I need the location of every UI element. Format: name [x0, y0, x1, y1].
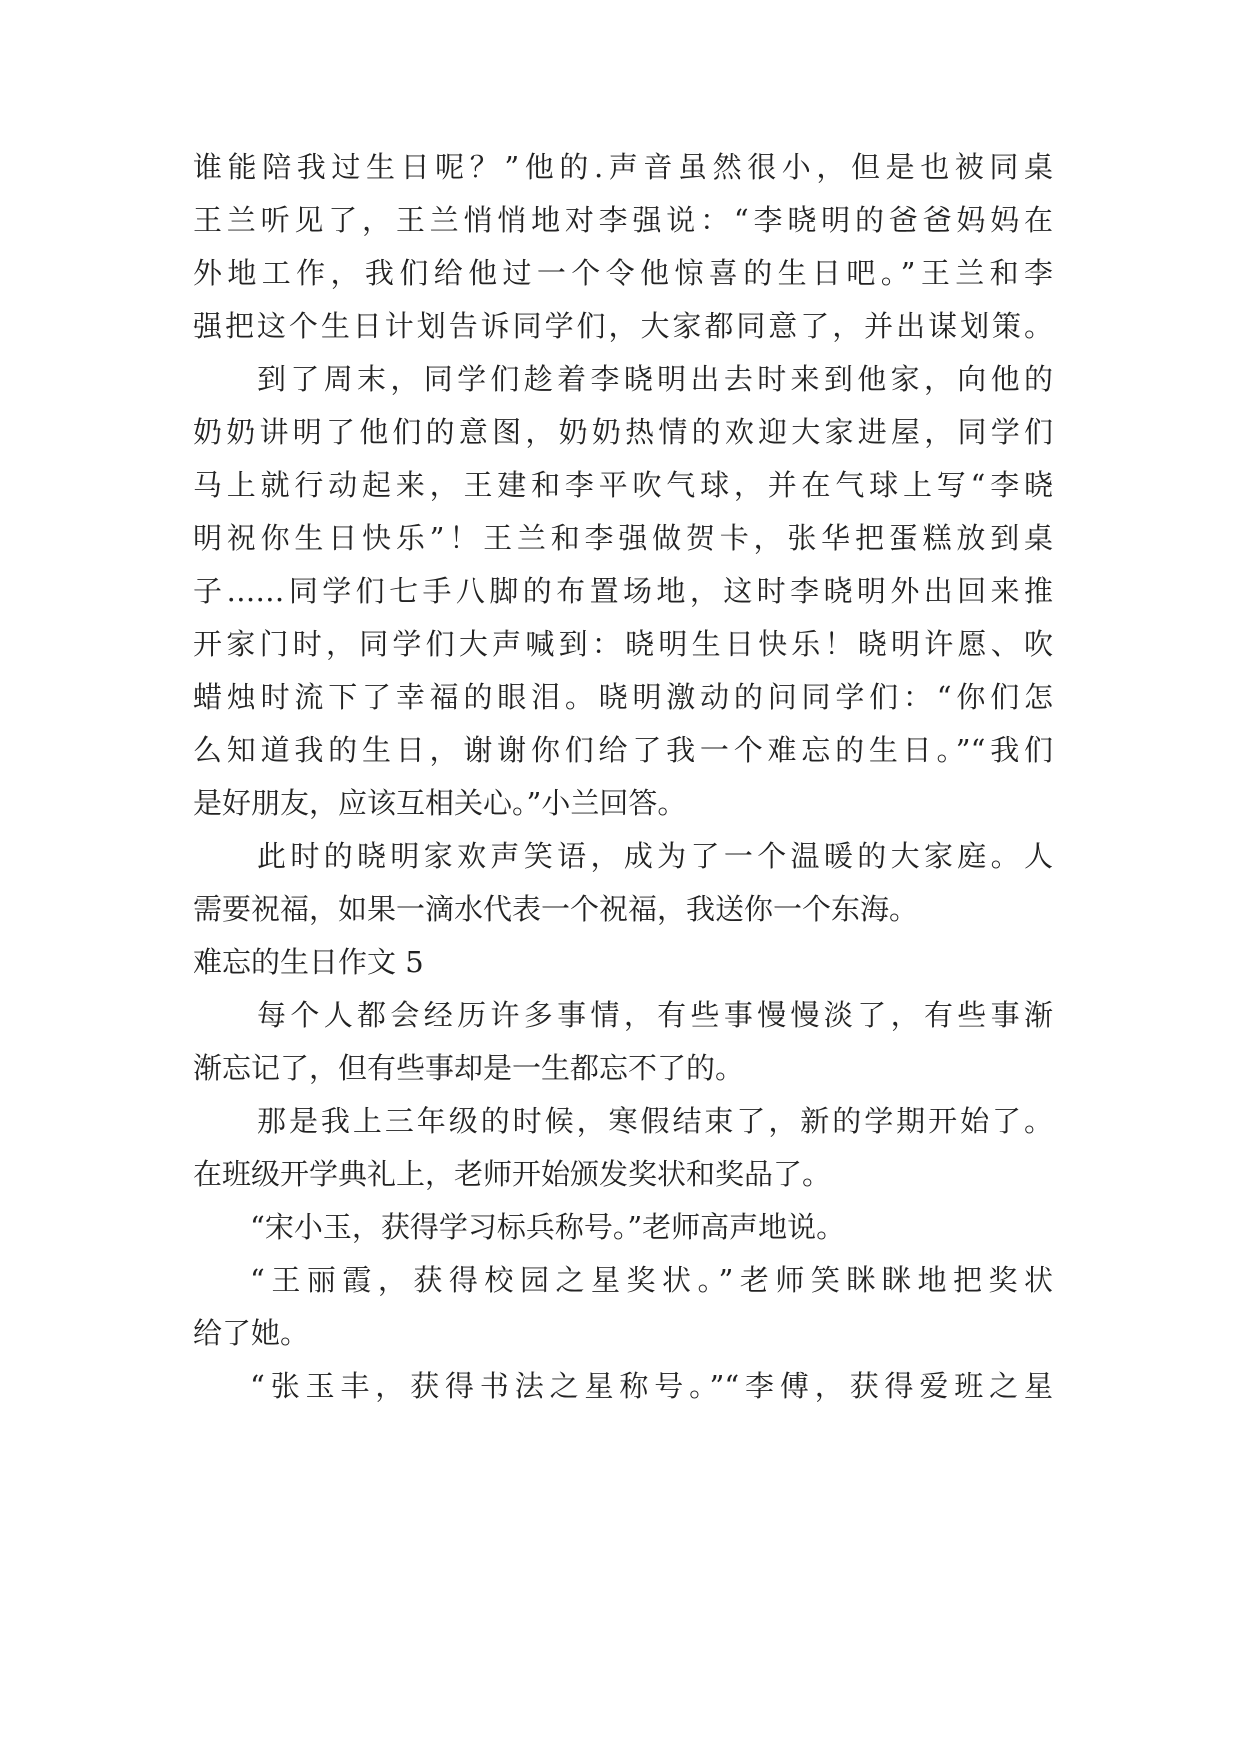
text-line: 外地工作，我们给他过一个令他惊喜的生日吧。”王兰和李: [193, 256, 1053, 290]
text-line: “张玉丰，获得书法之星称号。”“李傅，获得爱班之星: [250, 1369, 1053, 1403]
text-line: “宋小玉，获得学习标兵称号。”老师高声地说。: [250, 1210, 846, 1244]
text-line: 奶奶讲明了他们的意图，奶奶热情的欢迎大家进屋，同学们: [193, 415, 1053, 449]
text-line: 谁能陪我过生日呢？”他的.声音虽然很小，但是也被同桌: [193, 150, 1053, 184]
text-line: 那是我上三年级的时候，寒假结束了，新的学期开始了。: [257, 1104, 1053, 1138]
section-heading: 难忘的生日作文 5: [193, 945, 424, 979]
text-line: 在班级开学典礼上，老师开始颁发奖状和奖品了。: [193, 1157, 832, 1191]
text-line: 王兰听见了，王兰悄悄地对李强说：“李晓明的爸爸妈妈在: [193, 203, 1053, 237]
text-line: 到了周末，同学们趁着李晓明出去时来到他家，向他的: [257, 362, 1053, 396]
text-line: 蜡烛时流下了幸福的眼泪。晓明激动的问同学们：“你们怎: [193, 680, 1053, 714]
text-line: 需要祝福，如果一滴水代表一个祝福，我送你一个东海。: [193, 892, 919, 926]
text-line: 强把这个生日计划告诉同学们，大家都同意了，并出谋划策。: [193, 309, 1053, 343]
text-line: “王丽霞，获得校园之星奖状。”老师笑眯眯地把奖状: [250, 1263, 1053, 1297]
text-line: 是好朋友，应该互相关心。”小兰回答。: [193, 786, 687, 820]
text-line: 马上就行动起来，王建和李平吹气球，并在气球上写“李晓: [193, 468, 1053, 502]
text-line: 此时的晓明家欢声笑语，成为了一个温暖的大家庭。人: [257, 839, 1053, 873]
text-line: 子……同学们七手八脚的布置场地，这时李晓明外出回来推: [193, 574, 1053, 608]
text-line: 渐忘记了，但有些事却是一生都忘不了的。: [193, 1051, 745, 1085]
text-line: 给了她。: [193, 1316, 310, 1350]
text-line: 每个人都会经历许多事情，有些事慢慢淡了，有些事渐: [257, 998, 1053, 1032]
text-line: 么知道我的生日，谢谢你们给了我一个难忘的生日。”“我们: [193, 733, 1053, 767]
text-line: 明祝你生日快乐”！王兰和李强做贺卡，张华把蛋糕放到桌: [193, 521, 1053, 555]
text-line: 开家门时，同学们大声喊到：晓明生日快乐！晓明许愿、吹: [193, 627, 1053, 661]
